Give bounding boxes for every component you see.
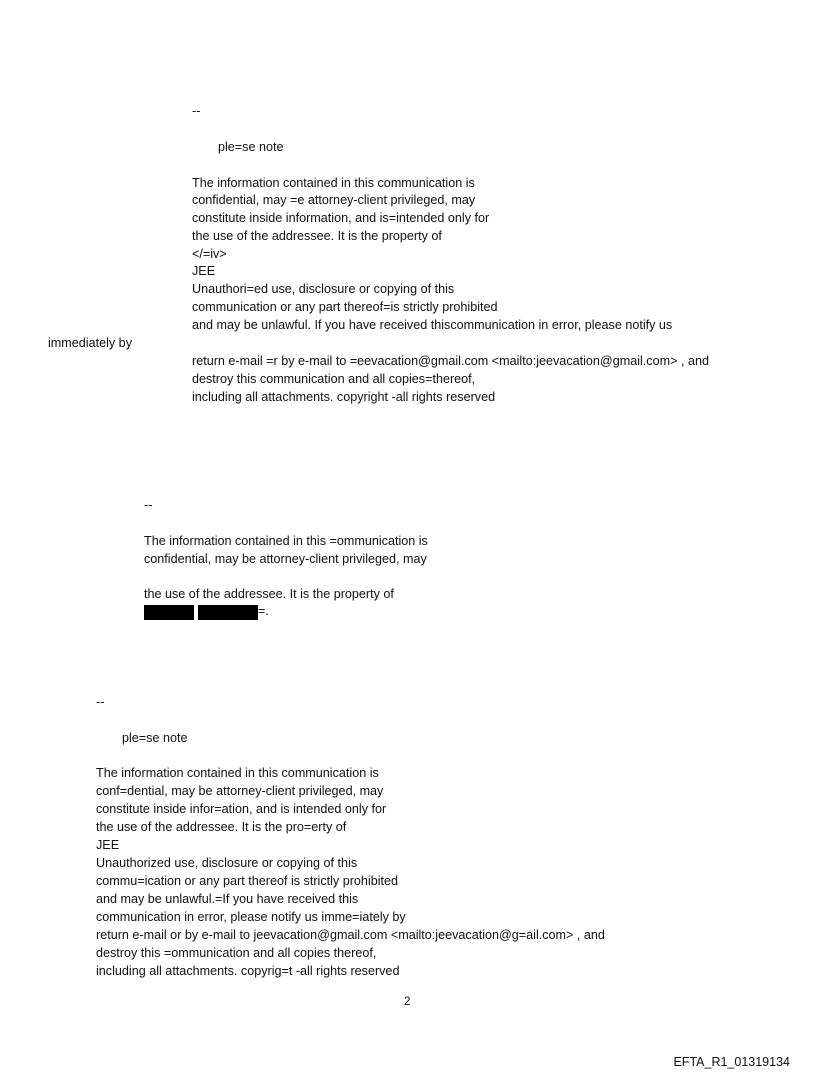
wrapped-text-line: immediately by	[48, 336, 132, 350]
notice-heading: ple=se note	[218, 140, 284, 154]
text-line: communication in error, please notify us imme=iately by	[96, 910, 406, 924]
redaction-bar	[144, 605, 194, 620]
separator: --	[192, 104, 201, 118]
text-line: return e-mail or by e-mail to jeevacation@gmail.com <mailto:jeevacation@g=ail.com> , and	[96, 928, 605, 942]
text-line: destroy this =ommunication and all copies thereof,	[96, 946, 377, 960]
text-line: including all attachments. copyrig=t -all rights reserved	[96, 964, 400, 978]
text-line: Unauthorized use, disclosure or copying of this	[96, 856, 358, 870]
text-line: constitute inside information, and is=intended only for	[192, 211, 490, 225]
bates-number: EFTA_R1_01319134	[673, 1055, 790, 1069]
text-line: communication or any part thereof=is strictly prohibited	[192, 300, 498, 314]
text-line: return e-mail =r by e-mail to =eevacation@gmail.com <mailto:jeevacation@gmail.com> , and	[192, 354, 709, 368]
text-line: the use of the addressee. It is the property of	[192, 229, 442, 243]
text-line: Unauthori=ed use, disclosure or copying of this	[192, 282, 455, 296]
redaction-bar	[198, 605, 258, 620]
text-line: constitute inside infor=ation, and is intended only for	[96, 802, 387, 816]
text-line: </=iv>	[192, 247, 227, 261]
redaction-suffix: =.	[258, 604, 269, 618]
text-line: conf=dential, may be attorney-client privileged, may	[96, 784, 384, 798]
separator: --	[96, 695, 105, 709]
page-number: 2	[404, 996, 411, 1008]
text-line: the use of the addressee. It is the property of	[144, 587, 394, 601]
notice-heading: ple=se note	[122, 731, 188, 745]
text-line: The information contained in this =ommunication is	[144, 534, 428, 548]
text-line: confidential, may =e attorney-client privileged, may	[192, 193, 476, 207]
text-line: confidential, may be attorney-client privileged, may	[144, 552, 427, 566]
text-line: The information contained in this communication is	[192, 176, 475, 190]
text-line: commu=ication or any part thereof is strictly prohibited	[96, 874, 399, 888]
text-line: the use of the addressee. It is the pro=erty of	[96, 820, 347, 834]
separator: --	[144, 498, 153, 512]
text-line: including all attachments. copyright -all rights reserved	[192, 390, 496, 404]
text-line: destroy this communication and all copies=thereof,	[192, 372, 476, 386]
text-line: and may be unlawful. If you have received thiscommunication in error, please notify us	[192, 318, 673, 332]
text-line: The information contained in this communication is	[96, 766, 379, 780]
text-line: JEE	[192, 264, 216, 278]
text-line: and may be unlawful.=If you have received this	[96, 892, 359, 906]
text-line: JEE	[96, 838, 120, 852]
